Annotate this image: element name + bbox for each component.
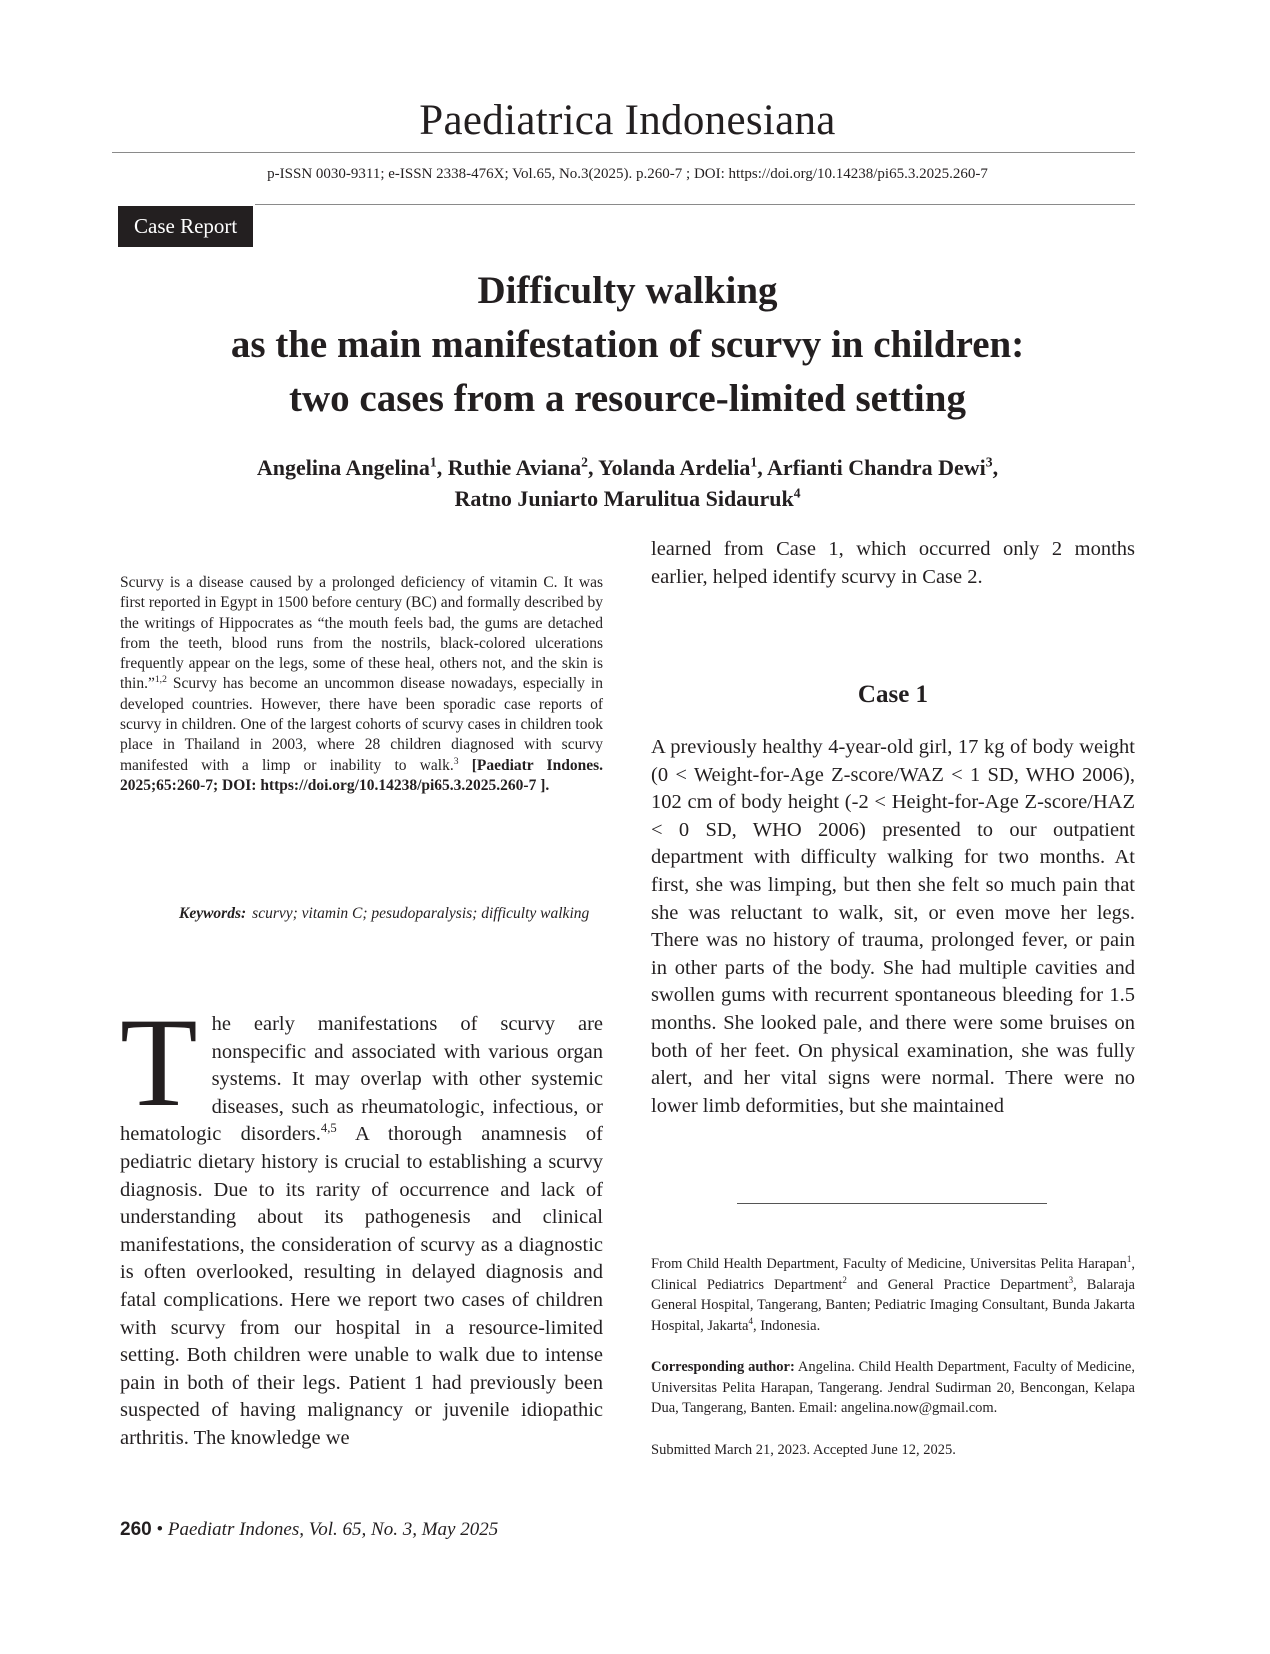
case-1-paragraph: A previously healthy 4-year-old girl, 17 kg of body weight (0 < Weight-for-Age Z-score/WAZ < 1 SD, WHO 2006), 102 cm of body height (-2 < Height-for-Age Z-score/HAZ < 0 SD, WHO 2006) presented to our outpatient department with difficulty walking for two months. At first, she was limping, but then she felt so much pain that she was reluctant to walk, sit, or even move her legs. There was no history of trauma, prolonged fever, or pain in other parts of the body. She had multiple cavities and swollen gums with recurrent spontaneous bleeding for 1.5 months. She looked pale, and there were some bruises on both of her feet. On physical examination, she was fully alert, and her vital signs were normal. There were no lower limb deformities, but she maintained [651, 736, 1135, 1117]
author-affiliation-mark: 1 [750, 454, 758, 470]
affiliation-text: From Child Health Department, Faculty of Medicine, Universitas Pelita Harapan [651, 1256, 1127, 1272]
issn-doi-line: p-ISSN 0030-9311; e-ISSN 2338-476X; Vol.65, No.3(2025). p.260-7 ; DOI: https://doi.org/10.14238/pi65.3.2025.260-7 [267, 166, 988, 182]
body-text: he early manifestations of scurvy are nonspecific and associated with various organ systems. It may overlap with other systemic diseases, such as rheumatologic, infectious, or hematologic disorders. [120, 1013, 603, 1146]
author-affiliation-mark: 3 [985, 454, 993, 470]
abstract-text: Scurvy has become an uncommon disease nowadays, especially in developed countries. However, there have been sporadic case reports of scurvy in children. One of the largest cohorts of scurvy cases in children took place in Thailand in 2003, where 28 children diagnosed with scurvy manifested with a limp or inability to walk. [120, 675, 603, 774]
reference-mark: 4,5 [320, 1121, 337, 1136]
footnote-divider [737, 1203, 1047, 1204]
affiliation-mark: 2 [842, 1274, 847, 1285]
author-name: Ratno Juniarto Marulitua Sidauruk [454, 486, 794, 511]
corresponding-author [651, 1357, 1135, 1419]
author-separator: , [992, 455, 999, 480]
affiliation-mark: 1 [1126, 1254, 1132, 1265]
abstract [120, 573, 603, 796]
author-name: Ruthie Aviana [447, 455, 582, 480]
affiliation-mark: 3 [1068, 1274, 1074, 1285]
journal-title: Paediatrica Indonesiana [419, 97, 836, 144]
author-line-1 [110, 452, 1145, 483]
affiliation-text: , Clinical Pediatrics Department [651, 1256, 1135, 1293]
affiliation-text: and General Practice Department [846, 1276, 1069, 1293]
body-text: A thorough anamnesis of pediatric dietary history is crucial to establishing a scurvy diagnosis. Due to its rarity of occurrence and lack of understanding about its pathogenesis and clinical manifestations, the consideration of scurvy as a diagnostic is often overlooked, resulting in delayed diagnosis and fatal complications. Here we report two cases of children with scurvy from our hospital in a resource-limited setting. Both children were unable to walk due to intense pain in both of their legs. Patient 1 had previously been suspected of having malignancy or juvenile idiopathic arthritis. The knowledge we [120, 1123, 603, 1449]
introduction-paragraph [120, 993, 603, 1453]
corresponding-author-text: Angelina. Child Health Department, Faculty of Medicine, Universitas Pelita Harapan, Tangerang. Jendral Sudirman 20, Bencongan, Kelapa Dua, Tangerang, Banten. Email: angelina.now@gmail.com. [651, 1359, 1135, 1416]
affiliation-text: , Balaraja General Hospital, Tangerang, Banten; Pediatric Imaging Consultant, Bunda Jakarta Hospital, Jakarta [651, 1276, 1135, 1334]
author-affiliation-mark: 1 [429, 454, 437, 470]
author-separator: , [757, 455, 767, 480]
page-number: 260 [120, 1519, 152, 1540]
title-line-2: as the main manifestation of scurvy in children: [230, 323, 1025, 366]
reference-mark: 3 [453, 755, 459, 767]
title-line-3: two cases from a resource-limited setting [289, 377, 966, 420]
footer-bullet: • [156, 1519, 164, 1540]
affiliations [651, 1254, 1135, 1336]
continuation-paragraph: learned from Case 1, which occurred only 2 months earlier, helped identify scurvy in Case 2. [651, 538, 1135, 588]
author-list [110, 452, 1145, 514]
author-line-2 [110, 483, 1145, 514]
author-affiliation-mark: 4 [793, 485, 801, 501]
section-heading-case-1: Case 1 [857, 681, 929, 708]
abstract-citation: [Paediatr Indones. 2025;65:260-7; DOI: https://doi.org/10.14238/pi65.3.2025.260-7 ]. [120, 756, 603, 794]
keywords-text: scurvy; vitamin C; pesudoparalysis; difficulty walking [252, 905, 590, 922]
author-separator: , [587, 455, 599, 480]
article-type-badge: Case Report [118, 206, 253, 247]
author-affiliation-mark: 2 [581, 454, 588, 470]
keywords-label: Keywords: [179, 905, 247, 922]
title-line-1: Difficulty walking [477, 269, 778, 312]
drop-cap: T [120, 993, 198, 1133]
author-name: Angelina Angelina [256, 455, 430, 480]
corresponding-author-label: Corresponding author: [651, 1359, 795, 1375]
affiliation-mark: 4 [748, 1315, 753, 1326]
header-rule-top [112, 152, 1135, 153]
reference-mark: 1,2 [154, 674, 167, 686]
page-footer [120, 1517, 498, 1543]
footer-citation: Paediatr Indones, Vol. 65, No. 3, May 2025 [167, 1519, 499, 1540]
keywords [179, 903, 603, 924]
author-name: Arfianti Chandra Dewi [766, 455, 986, 480]
abstract-text: Scurvy is a disease caused by a prolonged deficiency of vitamin C. It was first reported in Egypt in 1500 before century (BC) and formally described by the writings of Hippocrates as “the mouth feels bad, the gums are detached from the teeth, blood runs from the nostrils, black-colored ulcerations frequently appear on the legs, some of these heal, others not, and the skin is thin.” [120, 574, 603, 693]
header-rule-bottom [255, 204, 1135, 205]
author-name: Yolanda Ardelia [598, 455, 751, 480]
affiliation-text: , Indonesia. [752, 1317, 821, 1334]
author-separator: , [436, 455, 448, 480]
article-title [110, 264, 1145, 426]
submission-dates: Submitted March 21, 2023. Accepted June 12, 2025. [651, 1442, 956, 1458]
